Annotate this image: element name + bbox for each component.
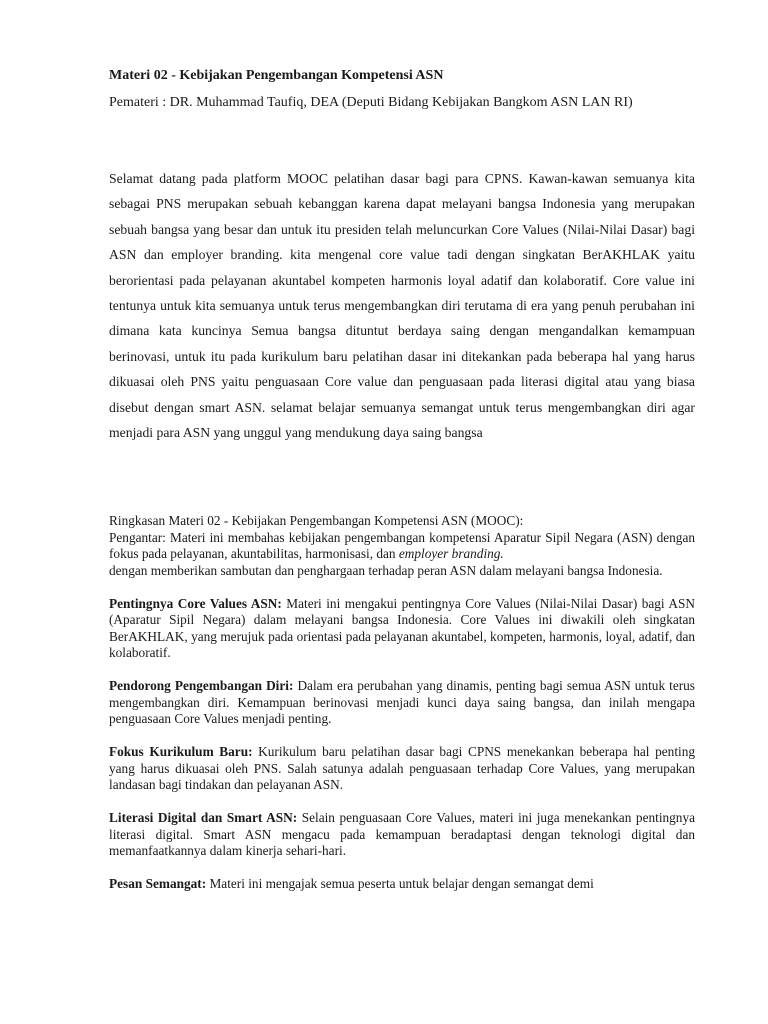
intro-paragraph: Selamat datang pada platform MOOC pelatihan dasar bagi para CPNS. Kawan-kawan semuanya kita sebagai PNS merupakan sebuah kebanggan karena dapat melayani bangsa Indonesia yang merupakan sebuah bangsa yang besar dan untuk itu presiden telah meluncurkan Core Values (Nilai-Nilai Dasar) bagi ASN dan employer branding. kita mengenal core value tadi dengan singkatan BerAKHLAK yaitu berorientasi pada pelayanan akuntabel kompeten harmonis loyal adatif dan kolaboratif. Core value ini tentunya untuk kita semuanya untuk terus mengembangkan diri terutama di era yang penuh perubahan ini dimana kata kuncinya Semua bangsa dituntut berdaya saing dengan mengandalkan kemampuan berinovasi, untuk itu pada kurikulum baru pelatihan dasar ini ditekankan pada beberapa hal yang harus dikuasai oleh PNS yaitu penguasaan Core value dan penguasaan pada literasi digital atau yang biasa disebut dengan smart ASN. selamat belajar semuanya semangat untuk terus mengembangkan diri agar menjadi para ASN yang unggul yang mendukung daya saing bangsa	[109, 171, 695, 441]
point-label: Fokus Kurikulum Baru:	[109, 744, 253, 759]
summary-point-self-development	[109, 678, 695, 728]
point-text: Materi ini mengajak semua peserta untuk belajar dengan semangat demi	[206, 876, 594, 891]
point-text: Kurikulum baru pelatihan dasar bagi CPNS menekankan beberapa hal penting yang harus dikuasai oleh PNS. Salah satunya adalah penguasaan terhadap Core Values, yang merupakan landasan bagi tindakan dan pelayanan ASN.	[109, 744, 696, 792]
point-label: Literasi Digital dan Smart ASN:	[109, 810, 298, 825]
summary-intro-continued: dengan memberikan sambutan dan penghargaan terhadap peran ASN dalam melayani bangsa Indonesia.	[109, 562, 663, 578]
summary-point-digital-literacy	[109, 810, 695, 860]
summary-point-curriculum	[109, 744, 695, 794]
point-label: Pentingnya Core Values ASN:	[109, 595, 282, 611]
summary-point-motivation	[109, 876, 695, 893]
point-label: Pendorong Pengembangan Diri:	[109, 678, 294, 693]
point-text: Selain penguasaan Core Values, materi ini juga menekankan pentingnya literasi digital. Smart ASN mengacu pada kemampuan beradaptasi dengan teknologi digital dan memanfaatkannya dalam kinerja sehari-hari.	[109, 810, 696, 858]
summary-section	[109, 513, 695, 893]
point-text: Dalam era perubahan yang dinamis, penting bagi semua ASN untuk terus mengembangkan diri. Kemampuan berinovasi menjadi kunci daya saing bangsa, dan inilah mengapa penguasaan Core Values menjadi penting.	[109, 678, 695, 726]
summary-point-core-values	[109, 596, 695, 662]
document-title: Materi 02 - Kebijakan Pengembangan Kompetensi ASN	[109, 68, 444, 83]
point-label: Pesan Semangat:	[109, 876, 207, 891]
summary-intro	[109, 530, 695, 563]
summary-heading: Ringkasan Materi 02 - Kebijakan Pengembangan Kompetensi ASN (MOOC):	[109, 513, 524, 528]
point-text: Materi ini mengakui pentingnya Core Values (Nilai-Nilai Dasar) bagi ASN (Aparatur Sipil Negara) dalam melayani bangsa Indonesia. Core Values ini diwakili oleh singkatan BerAKHLAK, yang merujuk pada orientasi pada pelayanan akuntabel, kompeten, harmonis, loyal, adatif, dan kolaboratif.	[109, 595, 695, 660]
summary-intro-text: Pengantar: Materi ini membahas kebijakan pengembangan kompetensi Aparatur Sipil Negara (ASN) dengan fokus pada pelayanan, akuntabilitas, harmonisasi, dan	[109, 529, 695, 561]
presenter-line: Pemateri : DR. Muhammad Taufiq, DEA (Deputi Bidang Kebijakan Bangkom ASN LAN RI)	[109, 95, 633, 110]
summary-intro-italic: employer branding.	[398, 546, 504, 561]
